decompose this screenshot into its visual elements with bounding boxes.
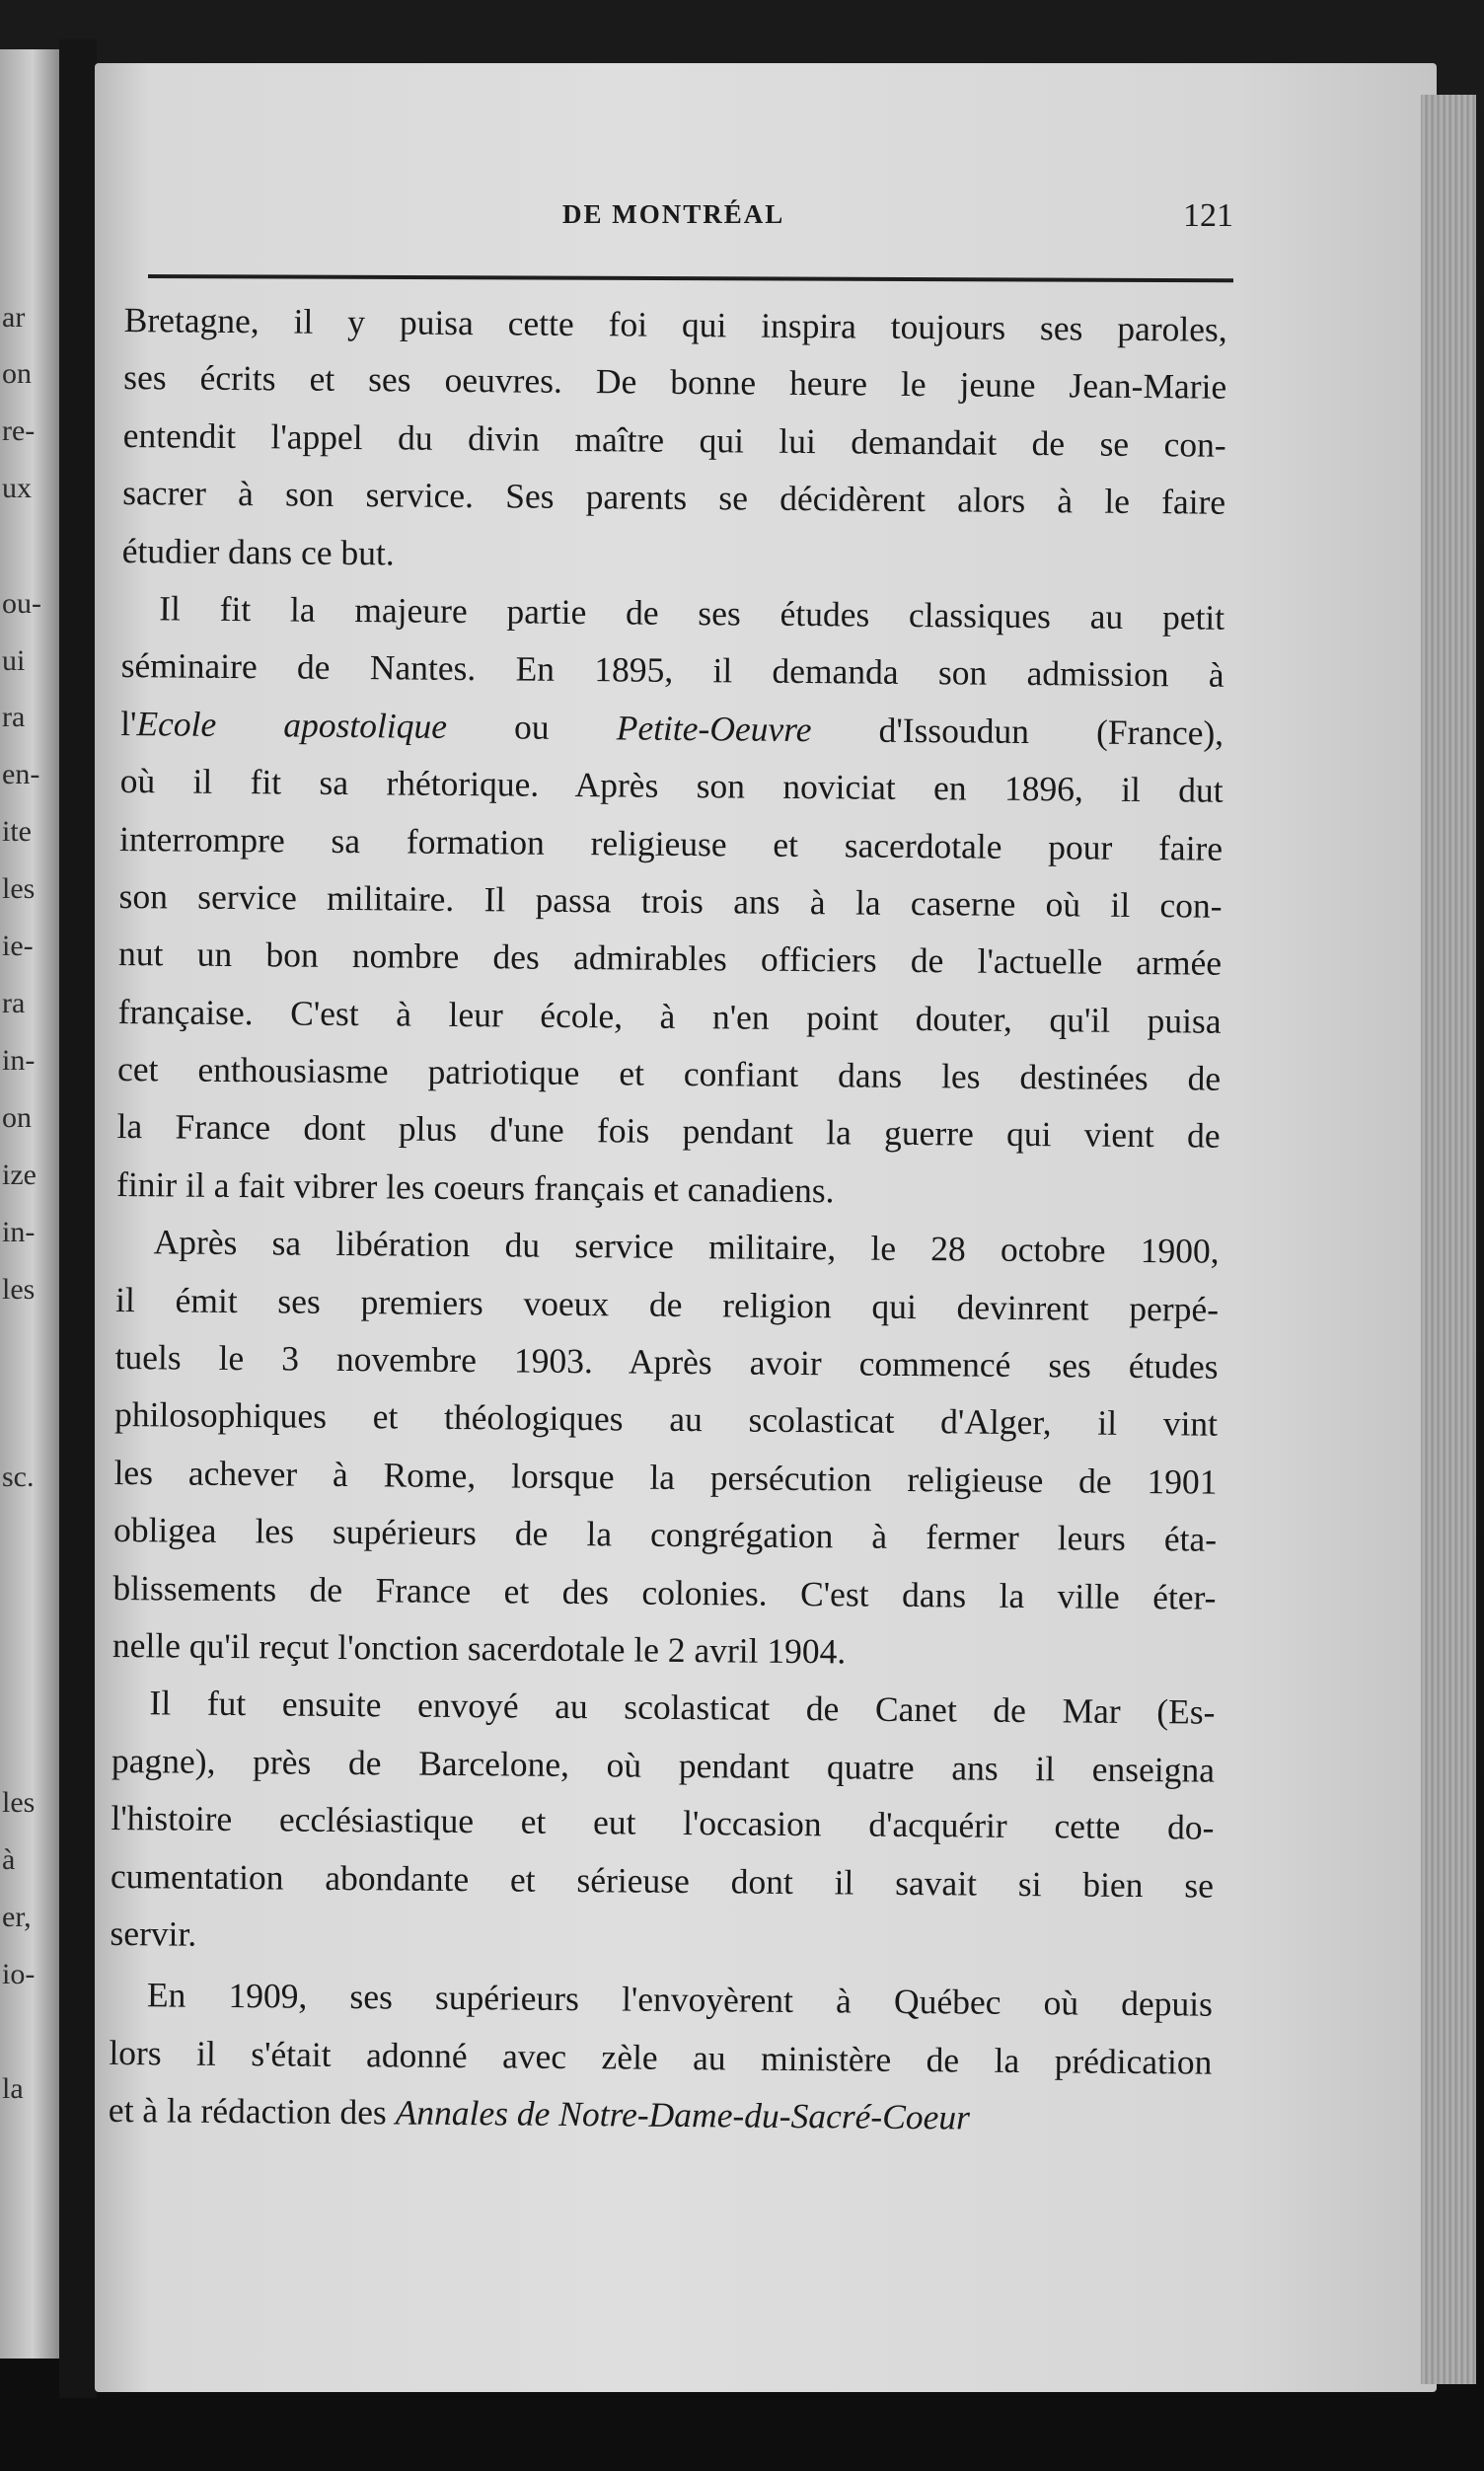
italic-title: Ecole apostolique (136, 703, 448, 746)
text-line: lors il s'était adonné avec zèle au ministère de la prédication (109, 2032, 1213, 2082)
text-line: cumentation abondante et sérieuse dont il savait si bien se (110, 1855, 1215, 1906)
text-line: Bretagne, il y puisa cette foi qui inspira toujours ses paroles, (123, 299, 1227, 349)
facing-page-fragment: ize (2, 1159, 37, 1191)
text-line: séminaire de Nantes. En 1895, il demanda son admission à (120, 645, 1224, 696)
facing-page-fragment: la (2, 2072, 24, 2105)
facing-page-fragment: io- (2, 1958, 36, 1990)
text-segment: l' (120, 703, 137, 743)
text-line: son service militaire. Il passa trois ans à la caserne où il con- (118, 875, 1223, 926)
text-line: il émit ses premiers voeux de religion qui devinrent perpé- (114, 1279, 1220, 1329)
text-line: nut un bon nombre des admirables officiers de l'actuelle armée (117, 934, 1223, 984)
facing-page-fragment: ar (2, 301, 26, 334)
text-line: les achever à Rome, lorsque la persécution religieuse de 1901 (113, 1452, 1218, 1502)
text-segment: ou (446, 706, 617, 748)
body-text (109, 291, 1227, 2148)
facing-page-fragment: les (2, 872, 36, 905)
page-header (148, 193, 1233, 243)
text-line: servir. (110, 1912, 197, 1954)
text-line: cet enthousiasme patriotique et confiant dans les destinées de (116, 1049, 1222, 1098)
text-line: tuels le 3 novembre 1903. Après avoir commencé ses études (114, 1336, 1219, 1386)
text-line: où il fit sa rhétorique. Après son noviciat en 1896, il dut (119, 761, 1224, 810)
text-line: finir il a fait vibrer les coeurs français et canadiens. (115, 1163, 835, 1211)
facing-page-edge (0, 49, 59, 2359)
facing-page-fragment: in- (2, 1216, 36, 1248)
text-line (109, 2081, 1212, 2148)
text-line: obligea les supérieurs de la congrégation à fermer leurs éta- (112, 1510, 1218, 1559)
running-title: DE MONTRÉAL (562, 199, 785, 229)
facing-page-fragment: on (2, 1101, 32, 1134)
facing-page-fragment: ux (2, 472, 32, 504)
facing-page-fragment: à (2, 1843, 16, 1876)
text-line: philosophiques et théologiques au scolasticat d'Alger, il vint (113, 1394, 1219, 1445)
book-gutter (59, 39, 97, 2398)
text-segment: d'Issoudun (France), (811, 709, 1224, 753)
facing-page-fragment: ie- (2, 930, 34, 962)
facing-page-fragment: ra (2, 987, 26, 1019)
text-line: Il fit la majeure partie de ses études classiques au petit (159, 588, 1225, 637)
text-line (120, 695, 1224, 762)
text-line: ses écrits et ses oeuvres. De bonne heure le jeune Jean-Marie (123, 357, 1227, 408)
text-line: Il fut ensuite envoyé au scolasticat de Canet de Mar (Es- (149, 1683, 1216, 1733)
text-line: Après sa libération du service militaire, le 28 octobre 1900, (153, 1222, 1220, 1271)
page-number: 121 (1183, 197, 1233, 234)
italic-title: Annales de Notre-Dame-du-Sacré-Coeur (395, 2092, 971, 2137)
text-line: entendit l'appel du divin maître qui lui demandait de se con- (122, 414, 1226, 465)
facing-page-fragment: en- (2, 758, 40, 790)
text-segment: et à la rédaction des (108, 2090, 396, 2133)
facing-page-fragment: er, (2, 1901, 32, 1933)
italic-title: Petite-Oeuvre (616, 708, 812, 749)
text-line: sacrer à son service. Ses parents se décidèrent alors à le faire (122, 473, 1226, 522)
facing-page-fragment: les (2, 1786, 36, 1819)
text-line: pagne), près de Barcelone, où pendant quatre ans il enseigna (111, 1740, 1216, 1790)
facing-page-fragment: on (2, 357, 32, 390)
text-line: la France dont plus d'une fois pendant la guerre qui vient de (116, 1106, 1221, 1157)
facing-page-fragment: les (2, 1273, 36, 1306)
facing-page-fragment: ite (2, 815, 32, 848)
facing-page-fragment: sc. (2, 1460, 35, 1493)
text-line: étudier dans ce but. (121, 530, 395, 572)
text-line: blissements de France et des colonies. C'est dans la ville éter- (112, 1567, 1217, 1617)
page-edge-stack (1421, 95, 1476, 2384)
facing-page-fragment: ui (2, 644, 26, 677)
text-line: l'histoire ecclésiastique et eut l'occasion d'acquérir cette do- (111, 1798, 1215, 1847)
facing-page-fragment: ra (2, 701, 26, 733)
text-line: En 1909, ses supérieurs l'envoyèrent à Québec où depuis (146, 1975, 1214, 2025)
facing-page-fragment: ou- (2, 587, 41, 620)
text-line: interrompre sa formation religieuse et sacerdotale pour faire (118, 818, 1224, 868)
facing-page-fragment: in- (2, 1044, 36, 1077)
text-line: nelle qu'il reçut l'onction sacerdotale le 2 avril 1904. (111, 1624, 847, 1672)
facing-page-fragment: re- (2, 414, 36, 447)
text-line: française. C'est à leur école, à n'en point douter, qu'il puisa (117, 991, 1222, 1041)
